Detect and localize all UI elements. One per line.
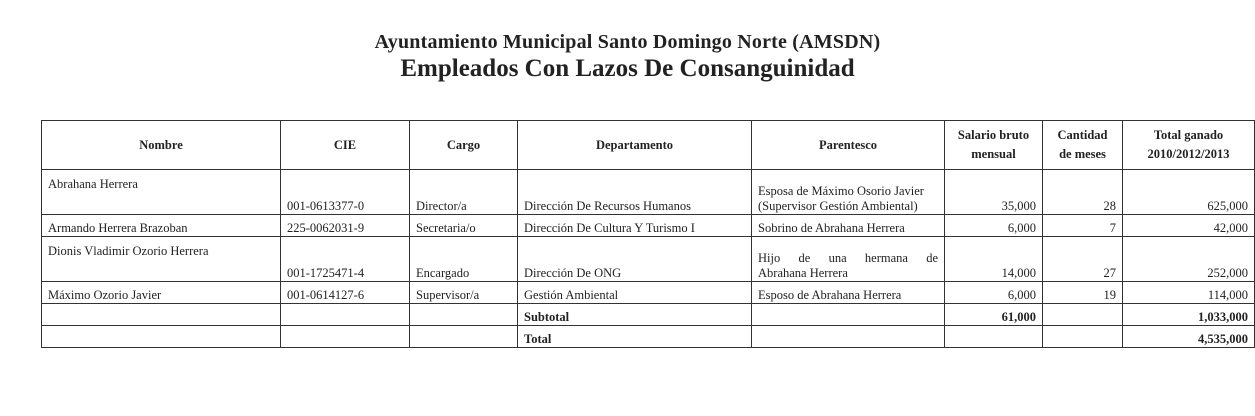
col-header-total-line1: Total ganado: [1153, 128, 1224, 142]
cell-cargo: Encargado: [410, 237, 518, 282]
cell-total: 252,000: [1123, 237, 1255, 282]
cell-meses: 19: [1043, 282, 1123, 304]
parentesco-line1: Hijo de una hermana de: [758, 251, 938, 265]
cell-cargo: Secretaria/o: [410, 215, 518, 237]
col-header-salario: [945, 121, 1043, 170]
cell-meses: 7: [1043, 215, 1123, 237]
table-row: [42, 282, 1255, 304]
cell-departamento: Dirección De Cultura Y Turismo I: [518, 215, 752, 237]
total-row: [42, 326, 1255, 348]
col-header-total-line2: 2010/2012/2013: [1147, 147, 1230, 161]
table-row: [42, 215, 1255, 237]
col-header-departamento: Departamento: [518, 121, 752, 170]
employees-table: [41, 120, 1255, 348]
subtotal-label: Subtotal: [518, 304, 752, 326]
cell-departamento: Dirección De Recursos Humanos: [518, 170, 752, 215]
empty-cell: [281, 326, 410, 348]
col-header-salario-line1: Salario bruto: [957, 128, 1030, 142]
subtotal-total: 1,033,000: [1123, 304, 1255, 326]
cell-meses: 28: [1043, 170, 1123, 215]
grand-total-value: 4,535,000: [1123, 326, 1255, 348]
col-header-parentesco: Parentesco: [752, 121, 945, 170]
parentesco-line2: (Supervisor Gestión Ambiental): [758, 199, 918, 213]
cell-nombre: Máximo Ozorio Javier: [42, 282, 281, 304]
subtotal-row: [42, 304, 1255, 326]
document-subtitle: Empleados Con Lazos De Consanguinidad: [400, 55, 855, 82]
cell-parentesco: Sobrino de Abrahana Herrera: [752, 215, 945, 237]
cell-total: 114,000: [1123, 282, 1255, 304]
nombre-text: Abrahana Herrera: [48, 177, 138, 191]
cell-nombre: Armando Herrera Brazoban: [42, 215, 281, 237]
cell-total: 625,000: [1123, 170, 1255, 215]
cell-salario: 6,000: [945, 215, 1043, 237]
col-header-nombre: Nombre: [42, 121, 281, 170]
cell-salario: 6,000: [945, 282, 1043, 304]
cell-meses: 27: [1043, 237, 1123, 282]
empty-cell: [42, 326, 281, 348]
empty-cell: [281, 304, 410, 326]
table-header-row: [42, 121, 1255, 170]
subtotal-salario: 61,000: [945, 304, 1043, 326]
total-label: Total: [518, 326, 752, 348]
cell-parentesco: [752, 170, 945, 215]
cell-cie: 001-1725471-4: [281, 237, 410, 282]
parentesco-line1: Esposa de Máximo Osorio Javier: [758, 184, 924, 198]
document-header: [0, 30, 1255, 84]
empty-cell: [42, 304, 281, 326]
cell-departamento: Dirección De ONG: [518, 237, 752, 282]
cell-cargo: Director/a: [410, 170, 518, 215]
cell-cargo: Supervisor/a: [410, 282, 518, 304]
empty-cell: [752, 304, 945, 326]
col-header-meses-line2: de meses: [1059, 147, 1106, 161]
nombre-text: Dionis Vladimir Ozorio Herrera: [48, 244, 209, 258]
col-header-total: [1123, 121, 1255, 170]
institution-title: Ayuntamiento Municipal Santo Domingo Norte (AMSDN): [374, 31, 881, 53]
cell-salario: 14,000: [945, 237, 1043, 282]
empty-cell: [752, 326, 945, 348]
empty-cell: [1043, 326, 1123, 348]
col-header-meses: [1043, 121, 1123, 170]
cell-nombre: [42, 170, 281, 215]
empty-cell: [945, 326, 1043, 348]
cell-nombre: [42, 237, 281, 282]
col-header-cargo: Cargo: [410, 121, 518, 170]
cell-parentesco: [752, 237, 945, 282]
cell-total: 42,000: [1123, 215, 1255, 237]
cell-cie: 225-0062031-9: [281, 215, 410, 237]
empty-cell: [410, 304, 518, 326]
cell-parentesco: Esposo de Abrahana Herrera: [752, 282, 945, 304]
empty-cell: [1043, 304, 1123, 326]
col-header-cie: CIE: [281, 121, 410, 170]
cell-departamento: Gestión Ambiental: [518, 282, 752, 304]
cell-cie: 001-0614127-6: [281, 282, 410, 304]
col-header-salario-line2: mensual: [971, 147, 1016, 161]
parentesco-line2: Abrahana Herrera: [758, 266, 848, 280]
cell-cie: 001-0613377-0: [281, 170, 410, 215]
empty-cell: [410, 326, 518, 348]
table-row: [42, 237, 1255, 282]
table-row: [42, 170, 1255, 215]
cell-salario: 35,000: [945, 170, 1043, 215]
col-header-meses-line1: Cantidad: [1057, 128, 1108, 142]
